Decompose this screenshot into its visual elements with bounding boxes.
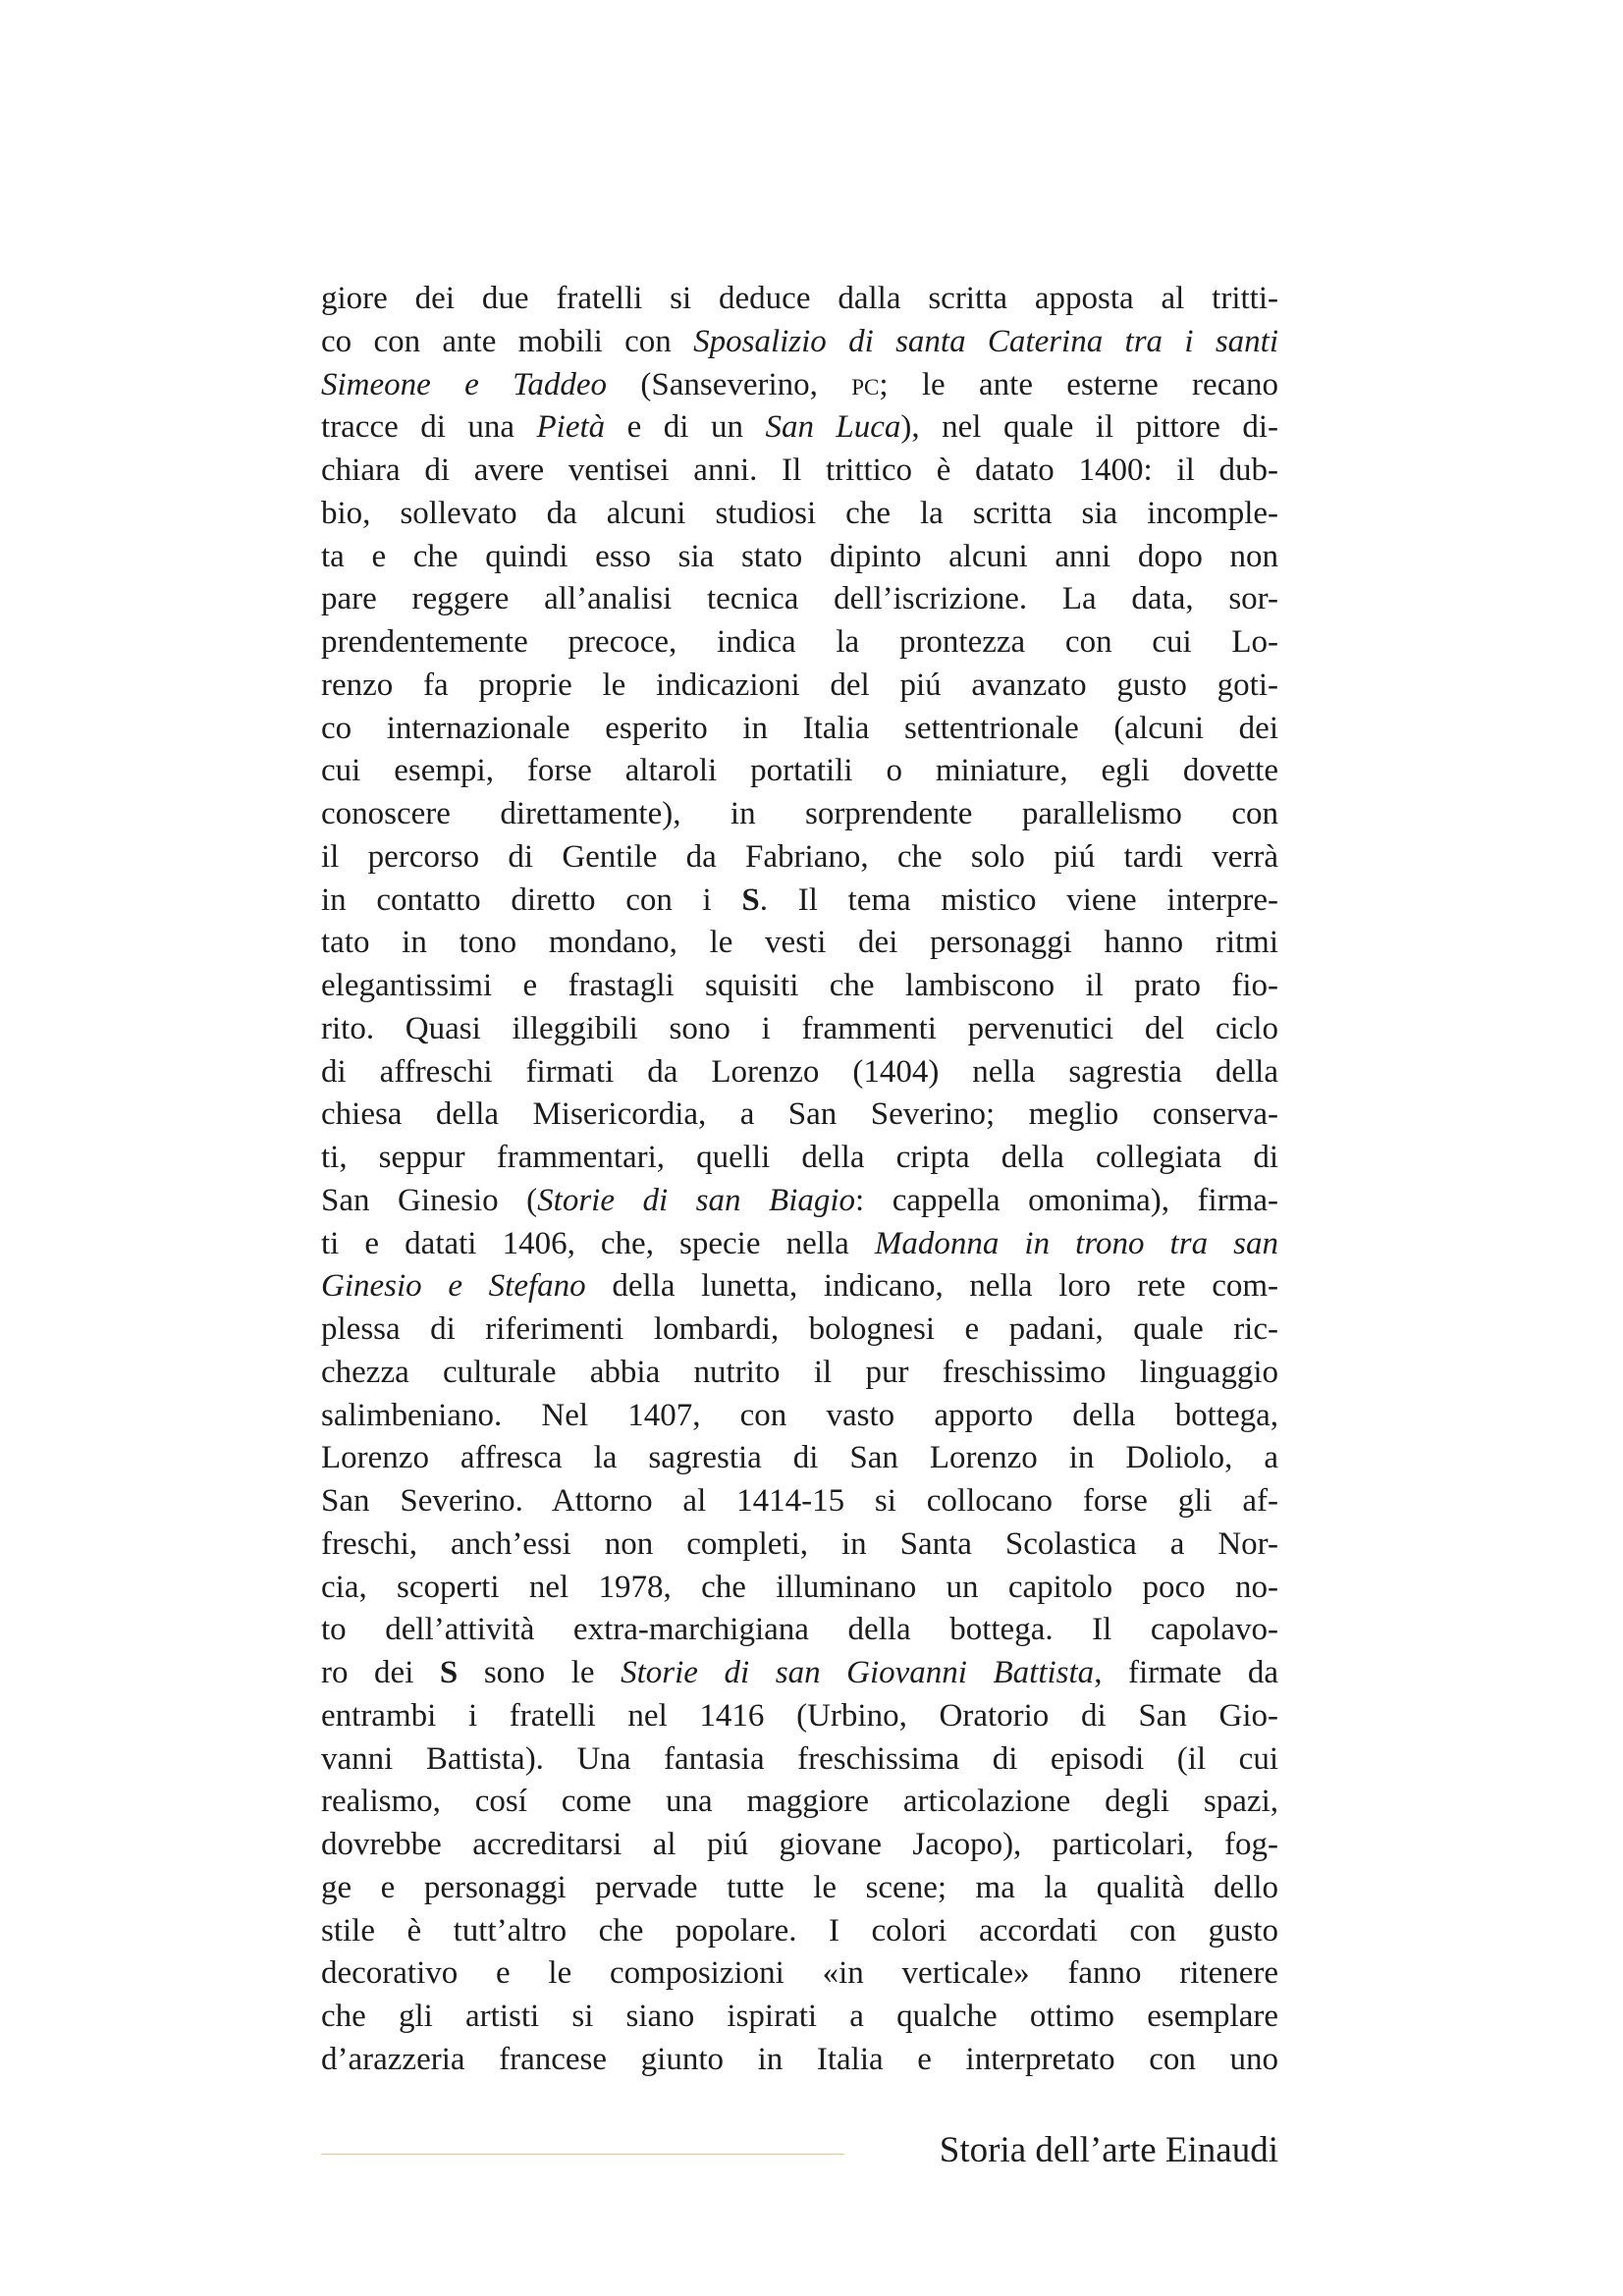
text-run: il percorso di Gentile da Fabriano, che solo piú tardi verrà xyxy=(321,838,1278,875)
text-line xyxy=(321,1265,1278,1308)
text-line xyxy=(321,321,1278,364)
text-run: rito. Quasi illeggibili sono i frammenti pervenutici del ciclo xyxy=(321,1010,1278,1046)
text-line xyxy=(321,1609,1278,1652)
text-line xyxy=(321,406,1278,450)
text-run: tato in tono mondano, le vesti dei personaggi hanno ritmi xyxy=(321,925,1278,961)
text-run: e di un xyxy=(605,409,766,446)
text-line xyxy=(321,364,1278,407)
text-line xyxy=(321,1523,1278,1567)
text-run: prendentemente precoce, indica la prontezza con cui Lo- xyxy=(321,624,1278,660)
text-line xyxy=(321,578,1278,621)
text-run: co con ante mobili con xyxy=(321,323,694,359)
text-run: tracce di una xyxy=(321,409,537,446)
text-run: di affreschi firmati da Lorenzo (1404) nella sagrestia della xyxy=(321,1053,1278,1090)
text-line xyxy=(321,450,1278,493)
text-run: ti e datati 1406, che, specie nella xyxy=(321,1225,875,1261)
italic-text: Storie di san Biagio xyxy=(537,1182,856,1218)
text-run: vanni Battista). Una fantasia freschissima di episodi (il cui xyxy=(321,1740,1278,1777)
text-run: renzo fa proprie le indicazioni del piú avanzato gusto goti- xyxy=(321,667,1278,703)
text-run: cia, scoperti nel 1978, che illuminano un capitolo poco no- xyxy=(321,1569,1278,1605)
text-line xyxy=(321,278,1278,321)
text-line xyxy=(321,1781,1278,1824)
footer-rule xyxy=(321,2154,844,2155)
text-run: to dell’attività extra-marchigiana della bottega. Il capolavo- xyxy=(321,1612,1278,1648)
text-line xyxy=(321,922,1278,965)
text-line xyxy=(321,1480,1278,1523)
text-run: in contatto diretto con i xyxy=(321,881,742,918)
footer-title: Storia dell’arte Einaudi xyxy=(939,2130,1278,2170)
text-line xyxy=(321,965,1278,1008)
text-run: Lorenzo affresca la sagrestia di San Lorenzo in Doliolo, a xyxy=(321,1440,1278,1476)
italic-text: Pietà xyxy=(536,409,606,446)
text-line xyxy=(321,665,1278,708)
text-run: : cappella omonima), firma- xyxy=(855,1182,1278,1218)
text-run: ta e che quindi esso sia stato dipinto alcuni anni dopo non xyxy=(321,538,1278,574)
text-run: d’arazzeria francese giunto in Italia e interpretato con uno xyxy=(321,2041,1278,2077)
text-line xyxy=(321,836,1278,880)
text-run: cui esempi, forse altaroli portatili o miniature, egli dovette xyxy=(321,753,1278,789)
text-line xyxy=(321,621,1278,665)
text-run: che gli artisti si siano ispirati a qualche ottimo esemplare xyxy=(321,1999,1278,2034)
text-run: . Il tema mistico viene interpre- xyxy=(759,881,1278,918)
text-run: salimbeniano. Nel 1407, con vasto apporto della bottega, xyxy=(321,1397,1278,1433)
text-line xyxy=(321,708,1278,751)
text-run: freschi, anch’essi non completi, in Santa Scolastica a Nor- xyxy=(321,1525,1278,1562)
text-line xyxy=(321,1824,1278,1867)
text-run: pare reggere all’analisi tecnica dell’iscrizione. La data, sor- xyxy=(321,581,1278,617)
text-run: chiesa della Misericordia, a San Severino; meglio conserva- xyxy=(321,1096,1278,1133)
text-line xyxy=(321,1652,1278,1695)
text-run: chezza culturale abbia nutrito il pur freschissimo linguaggio xyxy=(321,1354,1278,1390)
text-line xyxy=(321,1738,1278,1782)
italic-text: San Luca xyxy=(765,409,901,446)
text-line xyxy=(321,1094,1278,1137)
text-line xyxy=(321,1223,1278,1266)
text-run: dovrebbe accreditarsi al piú giovane Jacopo), particolari, fog- xyxy=(321,1827,1278,1862)
text-line xyxy=(321,1867,1278,1910)
italic-text: Simeone e Taddeo xyxy=(321,366,608,402)
text-line xyxy=(321,536,1278,579)
text-line xyxy=(321,1695,1278,1738)
italic-text: Ginesio e Stefano xyxy=(321,1268,586,1305)
text-run: ge e personaggi pervade tutte le scene; ma la qualità dello xyxy=(321,1869,1278,1905)
text-run: San Ginesio ( xyxy=(321,1182,538,1218)
text-run: , firmate da xyxy=(1094,1655,1278,1690)
text-line xyxy=(321,493,1278,536)
text-line xyxy=(321,1308,1278,1352)
text-line xyxy=(321,1952,1278,1996)
text-run: co internazionale esperito in Italia settentrionale (alcuni dei xyxy=(321,710,1278,746)
text-run: ; le ante esterne recano xyxy=(879,366,1278,402)
text-line xyxy=(321,1395,1278,1438)
text-run: (Sanseverino, xyxy=(607,366,852,402)
text-run: della lunetta, indicano, nella loro rete com- xyxy=(585,1268,1278,1305)
bold-text: S xyxy=(439,1655,459,1690)
text-line xyxy=(321,1437,1278,1480)
text-line xyxy=(321,793,1278,836)
text-line xyxy=(321,1008,1278,1051)
italic-text: Madonna in trono tra san xyxy=(874,1225,1278,1261)
text-line xyxy=(321,1051,1278,1095)
text-line xyxy=(321,1567,1278,1610)
italic-text: Storie di san Giovanni Battista xyxy=(621,1655,1095,1690)
text-run: entrambi i fratelli nel 1416 (Urbino, Oratorio di San Gio- xyxy=(321,1697,1278,1734)
text-run: giore dei due fratelli si deduce dalla scritta apposta al tritti- xyxy=(321,281,1278,316)
text-line xyxy=(321,1910,1278,1953)
text-run: sono le xyxy=(458,1655,622,1690)
text-run: plessa di riferimenti lombardi, bolognesi e padani, quale ric- xyxy=(321,1311,1278,1347)
text-line xyxy=(321,1352,1278,1395)
bold-text: S xyxy=(741,881,760,918)
text-run: conoscere direttamente), in sorprendente parallelismo con xyxy=(321,796,1278,831)
text-run: bio, sollevato da alcuni studiosi che la scritta sia incomple- xyxy=(321,495,1278,531)
text-run: ), nel quale il pittore di- xyxy=(900,409,1278,446)
text-line xyxy=(321,880,1278,923)
text-run: ti, seppur frammentari, quelli della cripta della collegiata di xyxy=(321,1140,1278,1175)
text-run: chiara di avere ventisei anni. Il trittico è datato 1400: il dub- xyxy=(321,453,1278,488)
text-run: decorativo e le composizioni «in verticale» fanno ritenere xyxy=(321,1955,1278,1992)
text-run: ro dei xyxy=(321,1655,440,1690)
text-line xyxy=(321,2039,1278,2082)
body-text xyxy=(321,278,1278,2082)
text-line xyxy=(321,1996,1278,2039)
text-line xyxy=(321,1180,1278,1223)
text-run: elegantissimi e frastagli squisiti che lambiscono il prato fio- xyxy=(321,968,1278,1003)
small-caps-text: pc xyxy=(851,366,880,402)
text-line xyxy=(321,1137,1278,1180)
text-run: realismo, cosí come una maggiore articolazione degli spazi, xyxy=(321,1784,1278,1820)
text-run: San Severino. Attorno al 1414-15 si collocano forse gli af- xyxy=(321,1483,1278,1519)
italic-text: Sposalizio di santa Caterina tra i santi xyxy=(693,323,1278,359)
text-line xyxy=(321,750,1278,793)
text-run: stile è tutt’altro che popolare. I colori accordati con gusto xyxy=(321,1912,1278,1949)
